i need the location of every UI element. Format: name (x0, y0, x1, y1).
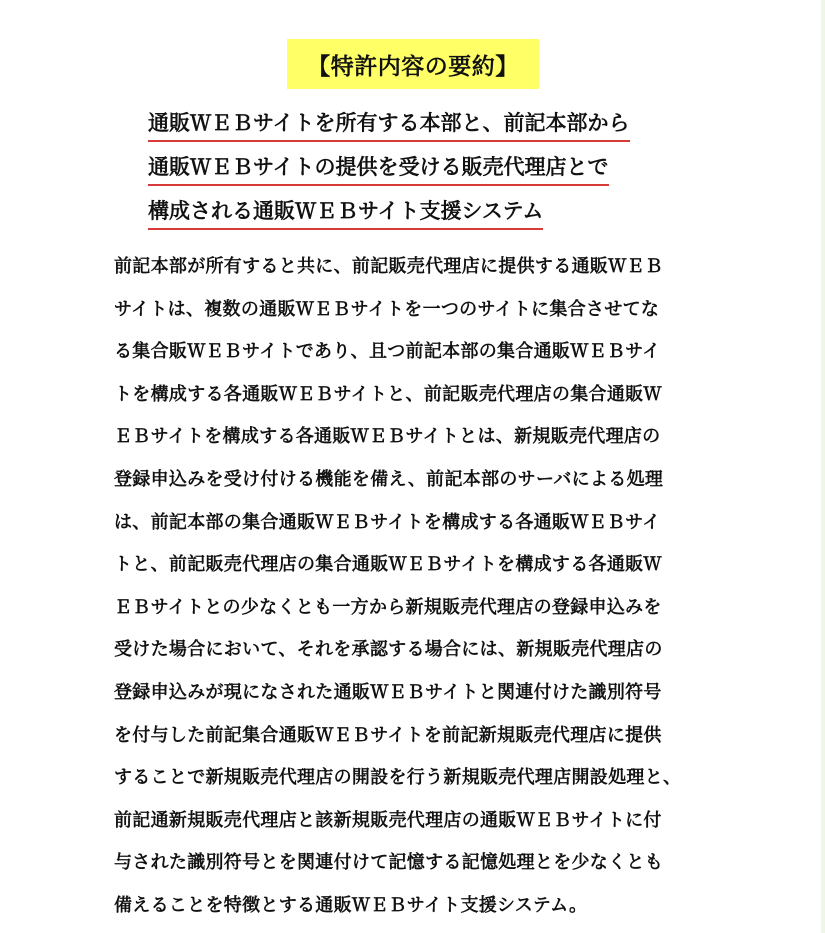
headline (148, 108, 630, 240)
body-line: ＥＢサイトを構成する各通販ＷＥＢサイトとは、新規販売代理店の (114, 426, 661, 448)
page-edge-strip (821, 0, 825, 933)
body-line: 備えることを特徴とする通販ＷＥＢサイト支援システム。 (114, 894, 588, 916)
headline-line-3: 構成される通販ＷＥＢサイト支援システム (148, 196, 543, 230)
body-line: 与された識別符号とを関連付けて記憶する記憶処理とを少なくとも (114, 852, 663, 874)
body-line: る集合販ＷＥＢサイトであり、且つ前記本部の集合通販ＷＥＢサイ (114, 341, 661, 363)
body-line: 受けた場合において、それを承認する場合には、新規販売代理店の (114, 639, 663, 661)
body-line: 登録申込みを受け付ける機能を備え、前記本部のサーバによる処理 (114, 468, 664, 490)
body-line: を付与した前記集合通販ＷＥＢサイトを前記新規販売代理店に提供 (114, 724, 662, 746)
page-title: 【特許内容の要約】 (287, 39, 539, 89)
body-line: サイトは、複数の通販ＷＥＢサイトを一つのサイトに集合させてな (114, 298, 660, 320)
headline-line-2: 通販ＷＥＢサイトの提供を受ける販売代理店とで (148, 152, 609, 186)
body-line: トと、前記販売代理店の集合通販ＷＥＢサイトを構成する各通販Ｗ (114, 554, 662, 576)
body-line: は、前記本部の集合通販ＷＥＢサイトを構成する各通販ＷＥＢサイ (114, 511, 661, 533)
body-line: 登録申込みが現になされた通販ＷＥＢサイトと関連付けた識別符号 (114, 681, 662, 703)
body-line: ＥＢサイトとの少なくとも一方から新規販売代理店の登録申込みを (114, 596, 662, 618)
patent-summary-body (114, 251, 714, 933)
body-line: 前記通新規販売代理店と該新規販売代理店の通販ＷＥＢサイトに付 (114, 809, 662, 831)
body-line: することで新規販売代理店の開設を行う新規販売代理店開設処理と、 (114, 767, 682, 789)
body-line: 前記本部が所有すると共に、前記販売代理店に提供する通販ＷＥＢ (114, 256, 663, 277)
body-line: トを構成する各通販ＷＥＢサイトと、前記販売代理店の集合通販Ｗ (114, 383, 662, 405)
headline-line-1: 通販ＷＥＢサイトを所有する本部と、前記本部から (148, 108, 630, 142)
